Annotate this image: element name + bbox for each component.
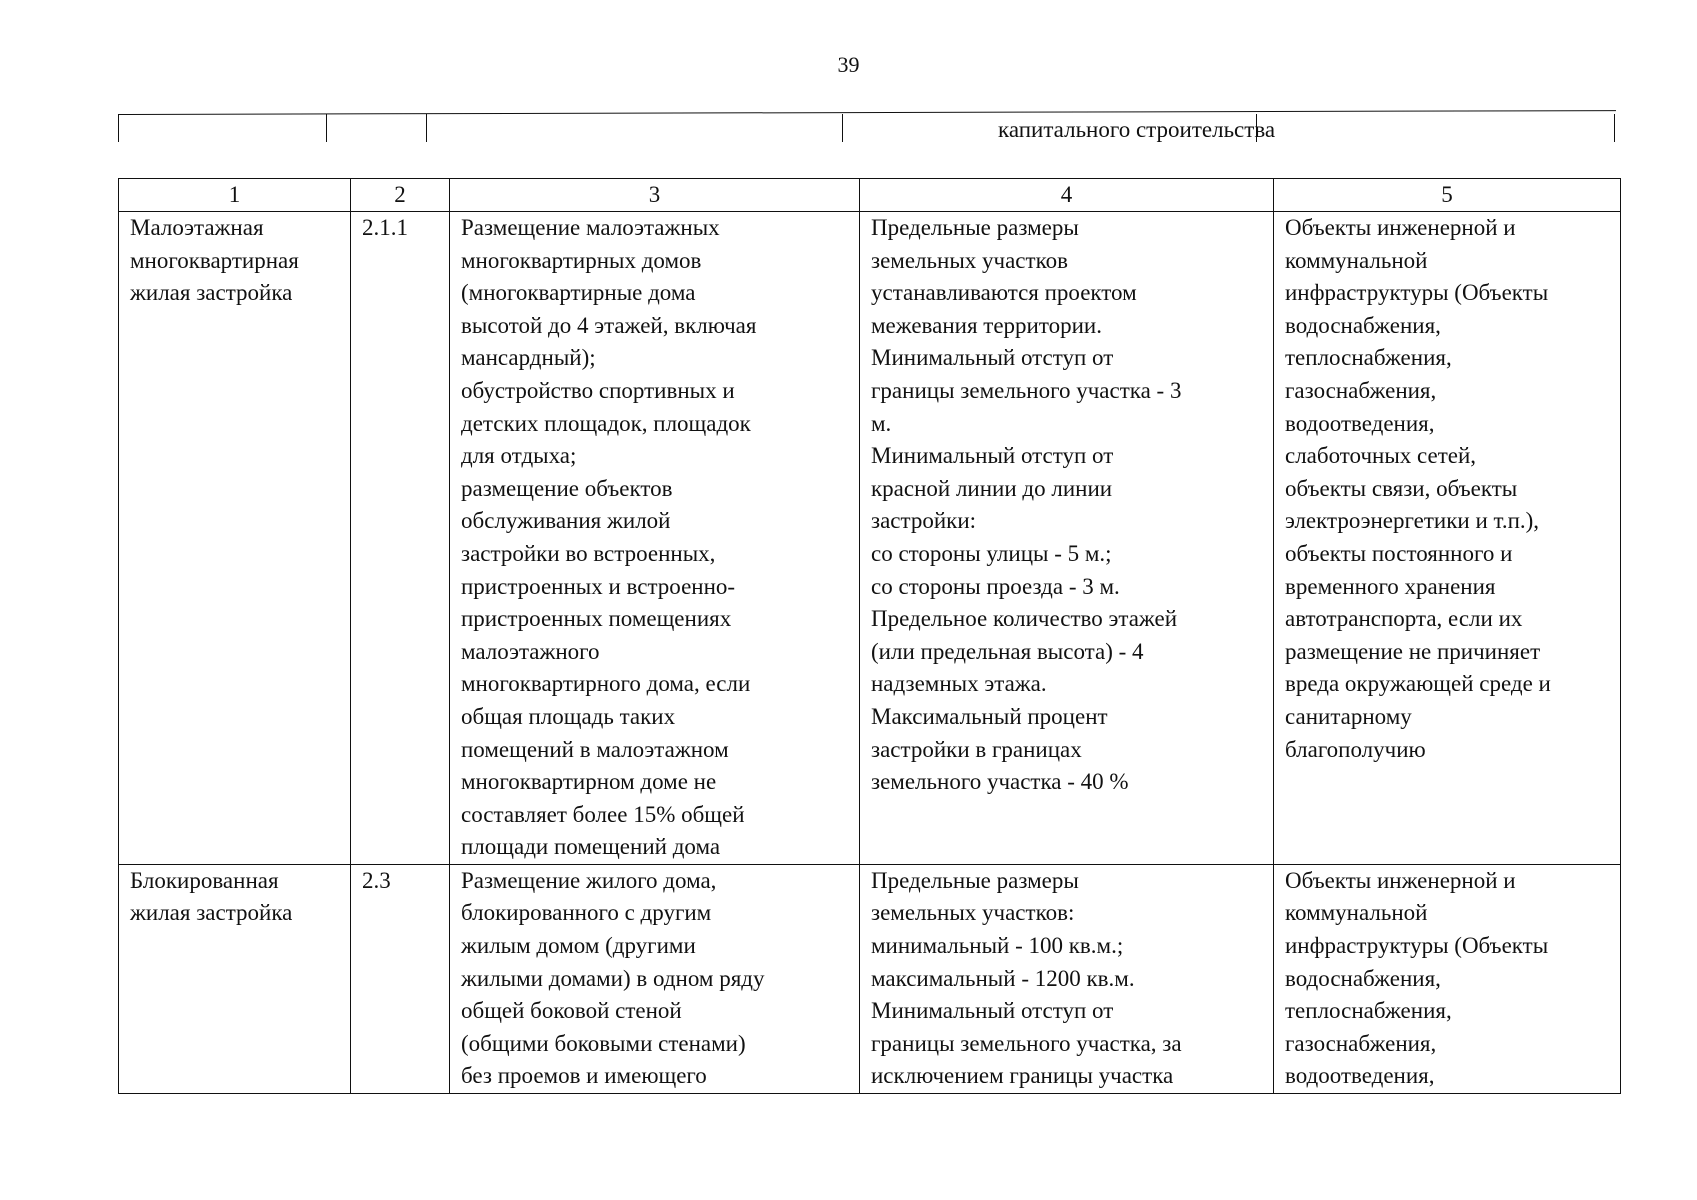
land-use-table [118, 178, 1621, 1094]
land-use-description: Размещение жилого дома, блокированного с другим жилым домом (другими жилыми домами) в одном ряду общей боковой стеной (общими боковыми стенами) без проемов и имеющего [461, 867, 765, 1089]
land-use-name: Малоэтажная многоквартирная жилая застройка [130, 215, 299, 306]
building-parameters: Предельные размеры земельных участков устанавливаются проектом межевания территории. Минимальный отступ от границы земельного участка - 3 м. Минимальный отступ от красной линии до линии застройки: со стороны улицы - 5 м.; со стороны проезда - 3 м. Предельное количество этажей (или предельная высота) - 4 надземных этажа. Максимальный процент застройки в границах земельного участка - 40 % [871, 215, 1182, 795]
page-number: 39 [837, 52, 860, 77]
header-top-rule [118, 110, 1616, 115]
land-use-name: Блокированная жилая застройка [130, 867, 293, 926]
column-number-row [119, 179, 1621, 212]
auxiliary-cell [1274, 864, 1621, 1093]
auxiliary-uses: Объекты инженерной и коммунальной инфраструктуры (Объекты водоснабжения, теплоснабжения, газоснабжения, водоотведения, слаботочных сетей, объекты связи, объекты электроэнергетики и т.п.), объекты постоянного и временного хранения автотранспорта, если их размещение не причиняет вреда окружающей среде и санитарному благополучию [1285, 215, 1551, 762]
parameters-cell [860, 212, 1274, 865]
building-parameters: Предельные размеры земельных участков: минимальный - 100 кв.м.; максимальный - 1200 кв.м. Минимальный отступ от границы земельного участка, за исключением границы участка [871, 867, 1182, 1089]
table-row [119, 212, 1621, 865]
column-header: 3 [450, 179, 860, 212]
auxiliary-uses: Объекты инженерной и коммунальной инфраструктуры (Объекты водоснабжения, теплоснабжения, газоснабжения, водоотведения, [1285, 867, 1549, 1089]
parameters-cell [860, 864, 1274, 1093]
description-cell [450, 212, 860, 865]
column-header: 5 [1274, 179, 1621, 212]
description-cell [450, 864, 860, 1093]
land-use-code-cell [351, 212, 450, 865]
continuation-header-row [118, 108, 1616, 144]
column-header: 4 [860, 179, 1274, 212]
land-use-name-cell [119, 212, 351, 865]
header-divider [326, 114, 327, 142]
column-header: 1 [119, 179, 351, 212]
continuation-header-text: капитального строительства [998, 117, 1276, 142]
land-use-description: Размещение малоэтажных многоквартирных домов (многоквартирные дома высотой до 4 этажей, включая мансардный); обустройство спортивных и детских площадок, площадок для отдыха; размещение объектов обслуживания жилой застройки во встроенных, пристроенных и встроенно- пристроенных помещениях малоэтажного многоквартирного дома, если общая площадь таких помещений в малоэтажном многоквартирном доме не составляет более 15% общей площади помещений дома [461, 215, 757, 860]
auxiliary-cell [1274, 212, 1621, 865]
header-divider [426, 114, 427, 142]
column-header: 2 [351, 179, 450, 212]
land-use-code: 2.1.1 [362, 215, 408, 240]
land-use-code: 2.3 [362, 867, 391, 893]
header-divider [1614, 114, 1615, 142]
land-use-code-cell [351, 864, 450, 1093]
land-use-name-cell [119, 864, 351, 1093]
header-divider [118, 114, 119, 142]
table-row [119, 864, 1621, 1093]
header-divider [842, 114, 843, 142]
